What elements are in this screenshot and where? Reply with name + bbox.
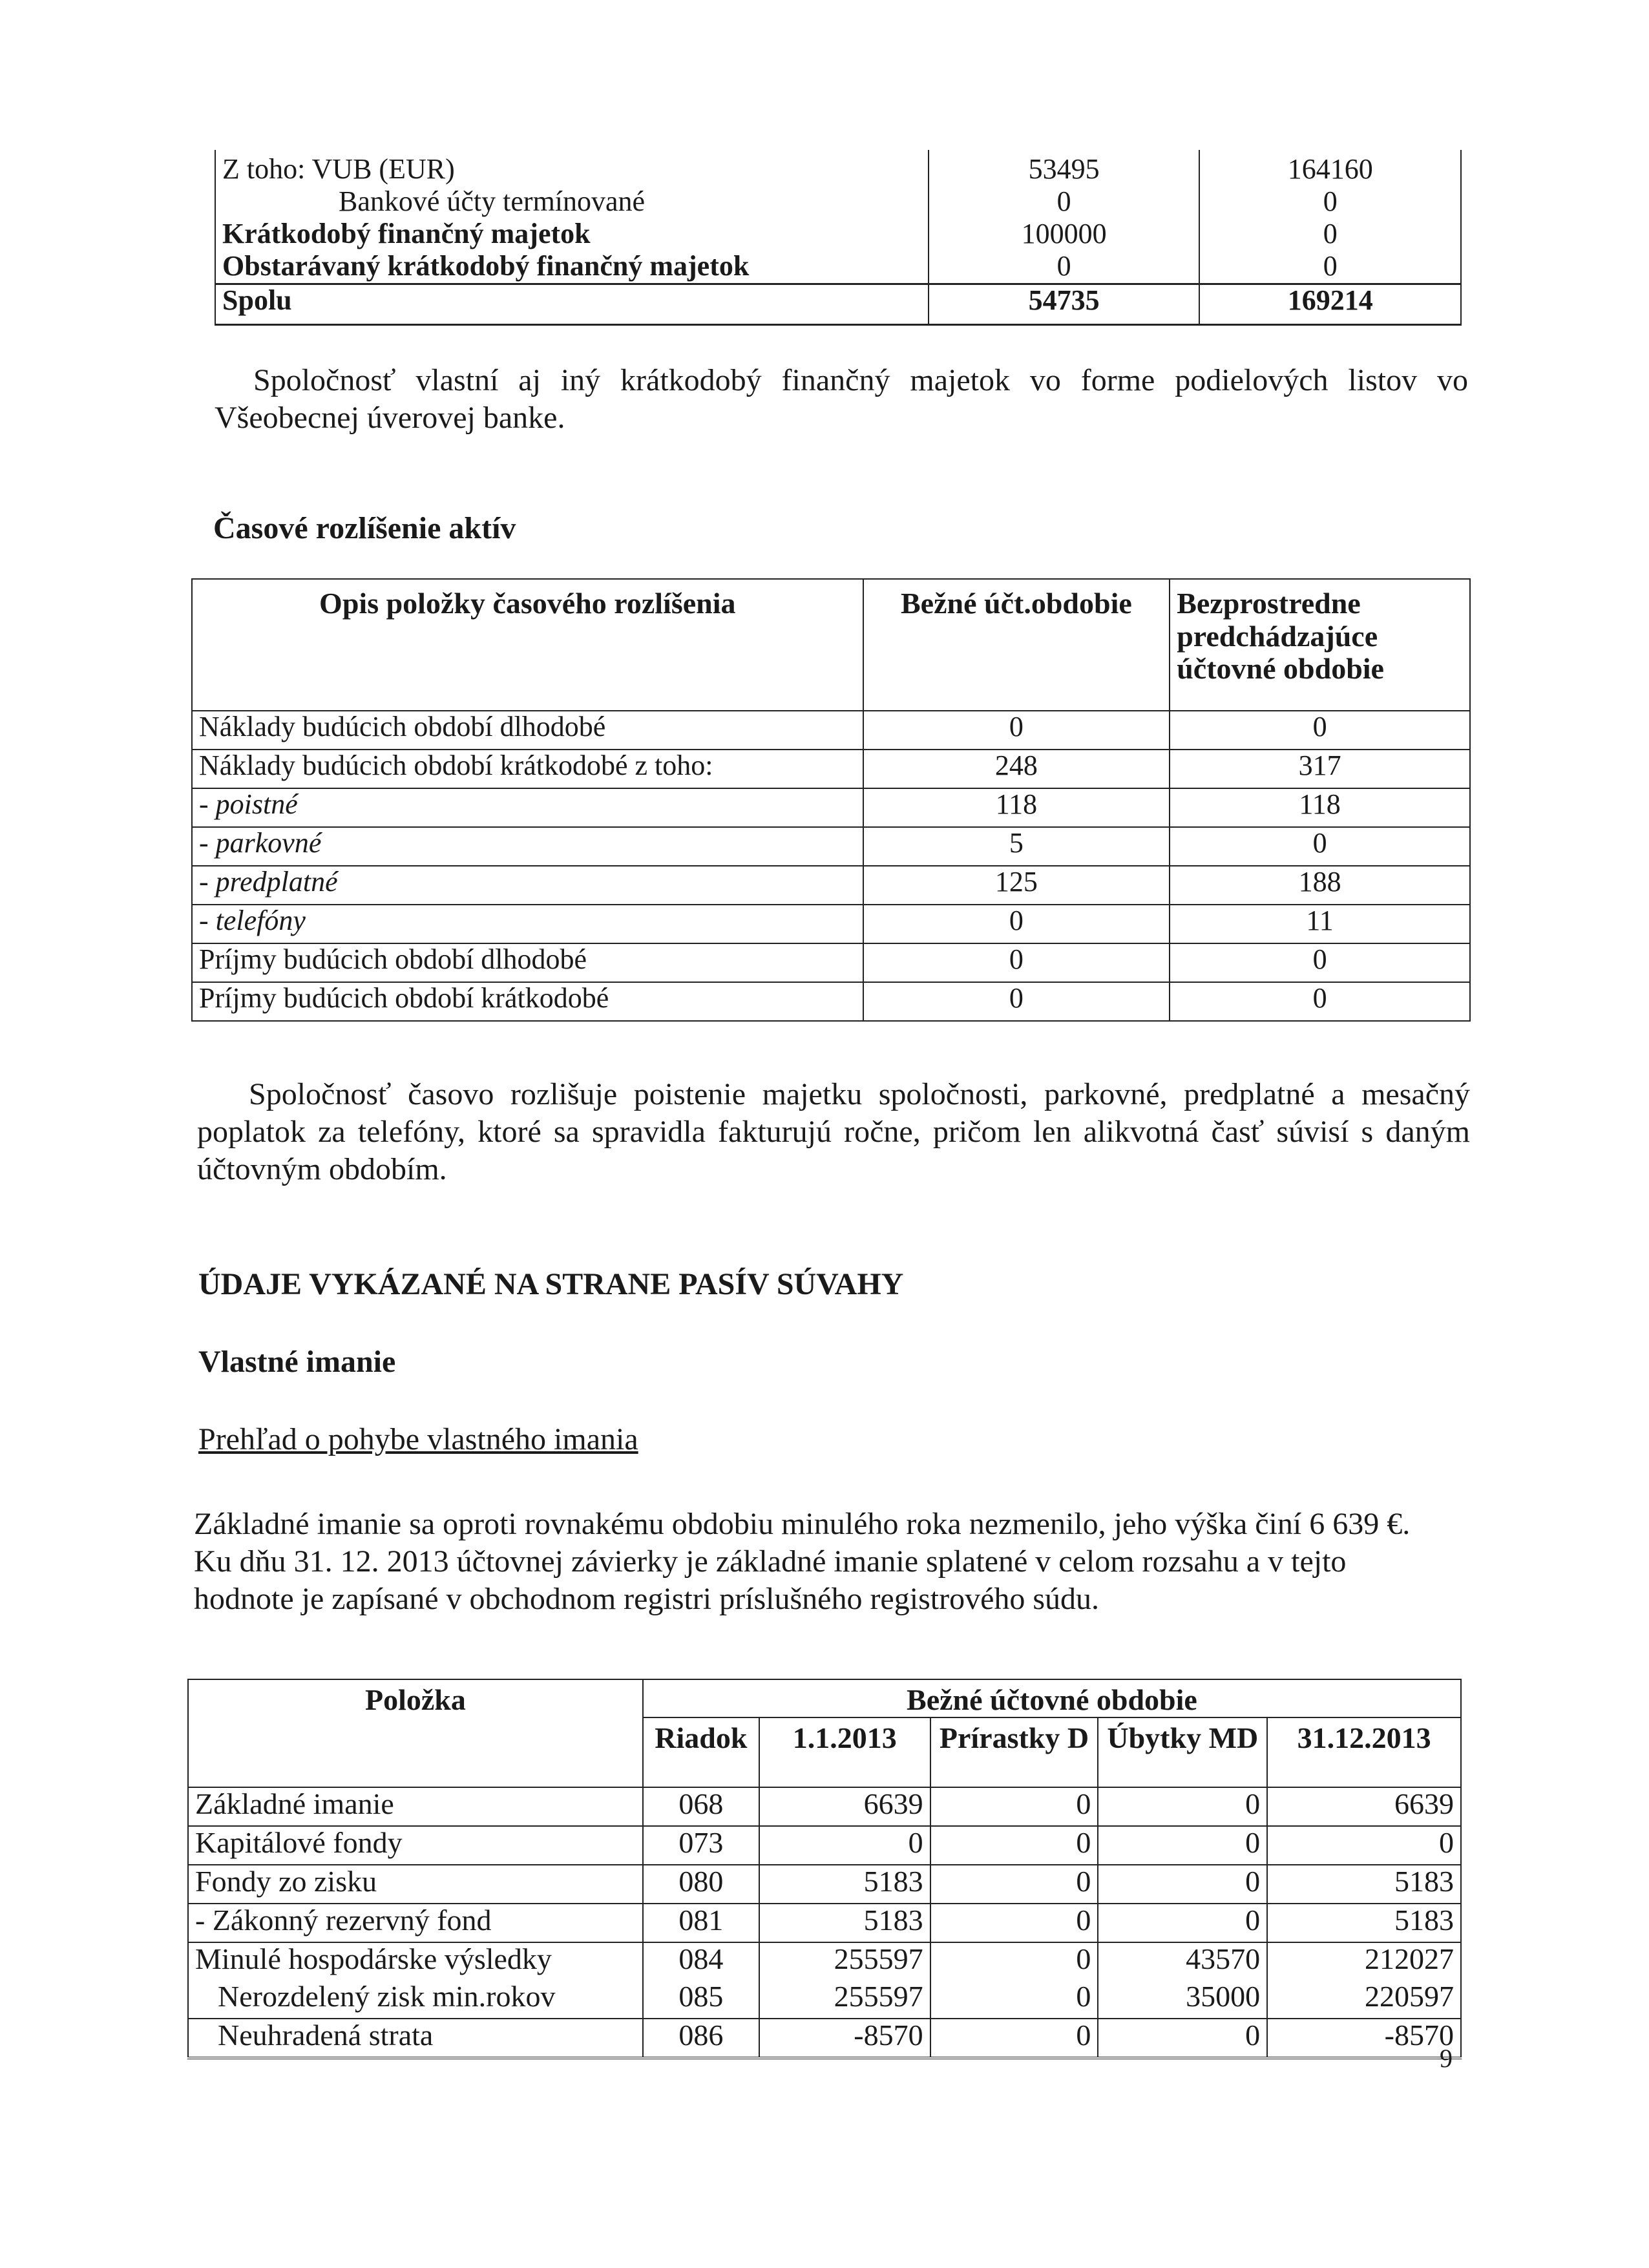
table-row xyxy=(192,827,1470,866)
current-value: 0 xyxy=(863,982,1170,1021)
current-value: 118 xyxy=(863,788,1170,827)
current-value: 0 xyxy=(929,251,1200,284)
increase-value: 0 xyxy=(930,1904,1098,1942)
row-label: - parkovné xyxy=(192,827,863,866)
end-value: 5183 xyxy=(1267,1904,1461,1942)
column-header-end: 31.12.2013 xyxy=(1267,1717,1461,1787)
column-header-decrease: Úbytky MD xyxy=(1098,1717,1267,1787)
row-label: Bankové účty termínované xyxy=(215,186,929,218)
table-row xyxy=(188,1904,1461,1942)
total-row xyxy=(215,284,1461,325)
decrease-value: 0 xyxy=(1098,1865,1267,1904)
row-number: 084 xyxy=(643,1942,759,1980)
row-label: Neuhradená strata xyxy=(188,2019,643,2058)
previous-value: 164160 xyxy=(1199,150,1461,186)
row-label: - predplatné xyxy=(192,866,863,905)
equity-movement-subheading: Prehľad o pohybe vlastného imania xyxy=(198,1422,638,1456)
row-label: Náklady budúcich období dlhodobé xyxy=(192,711,863,750)
column-header-period: Bežné účtovné obdobie xyxy=(643,1679,1461,1717)
table-row xyxy=(192,943,1470,982)
decrease-value: 0 xyxy=(1098,1826,1267,1865)
decrease-value: 0 xyxy=(1098,2019,1267,2058)
row-label: Nerozdelený zisk min.rokov xyxy=(188,1980,643,2019)
end-value: 212027 xyxy=(1267,1942,1461,1980)
table-row xyxy=(215,150,1461,186)
table-row xyxy=(188,1942,1461,1980)
header-row xyxy=(188,1679,1461,1717)
row-label: - telefóny xyxy=(192,905,863,943)
increase-value: 0 xyxy=(930,1980,1098,2019)
table-row xyxy=(188,1865,1461,1904)
decrease-value: 43570 xyxy=(1098,1942,1267,1980)
table-row xyxy=(188,2019,1461,2058)
row-label: - poistné xyxy=(192,788,863,827)
row-label: Náklady budúcich období krátkodobé z toho: xyxy=(192,750,863,788)
decrease-value: 0 xyxy=(1098,1904,1267,1942)
table-row xyxy=(192,866,1470,905)
decrease-value: 35000 xyxy=(1098,1980,1267,2019)
table-row xyxy=(215,251,1461,284)
row-label: Príjmy budúcich období krátkodobé xyxy=(192,982,863,1021)
equity-movement-table xyxy=(187,1679,1462,2059)
previous-value: 11 xyxy=(1170,905,1470,943)
current-value: 125 xyxy=(863,866,1170,905)
total-label: Spolu xyxy=(215,284,929,325)
row-number: 086 xyxy=(643,2019,759,2058)
column-header-previous: Bezprostredne predchádzajúce účtovné obdobie xyxy=(1170,579,1470,711)
end-value: 6639 xyxy=(1267,1787,1461,1826)
previous-value: 0 xyxy=(1199,186,1461,218)
column-header-description: Opis položky časového rozlíšenia xyxy=(192,579,863,711)
end-value: 220597 xyxy=(1267,1980,1461,2019)
share-capital-note: Základné imanie sa oproti rovnakému obdobiu minulého roka nezmenilo, jeho výška činí 6 639 €. Ku dňu 31. 12. 2013 účtovnej závierky je základné imanie splatené v celom rozsahu a v tejto hodnote je zapísané v obchodnom registri príslušného registrového súdu. xyxy=(194,1507,1411,1616)
previous-value: 0 xyxy=(1170,711,1470,750)
column-header-row-number: Riadok xyxy=(643,1717,759,1787)
page-number: 9 xyxy=(1440,2044,1453,2073)
row-label: Minulé hospodárske výsledky xyxy=(188,1942,643,1980)
current-value: 0 xyxy=(863,905,1170,943)
previous-value: 188 xyxy=(1170,866,1470,905)
start-value: 255597 xyxy=(759,1942,930,1980)
row-number: 080 xyxy=(643,1865,759,1904)
row-number: 085 xyxy=(643,1980,759,2019)
previous-value: 118 xyxy=(1170,788,1470,827)
increase-value: 0 xyxy=(930,1826,1098,1865)
table-row xyxy=(192,711,1470,750)
table-row xyxy=(192,750,1470,788)
total-current: 54735 xyxy=(929,284,1200,325)
table-row xyxy=(215,218,1461,251)
current-value: 0 xyxy=(929,186,1200,218)
end-value: 5183 xyxy=(1267,1865,1461,1904)
increase-value: 0 xyxy=(930,1787,1098,1826)
row-label: Kapitálové fondy xyxy=(188,1826,643,1865)
row-label: Fondy zo zisku xyxy=(188,1865,643,1904)
accruals-heading: Časové rozlíšenie aktív xyxy=(213,511,516,545)
current-value: 0 xyxy=(863,711,1170,750)
start-value: 6639 xyxy=(759,1787,930,1826)
table-row xyxy=(188,1826,1461,1865)
start-value: 0 xyxy=(759,1826,930,1865)
financial-assets-note: Spoločnosť vlastní aj iný krátkodobý finančný majetok vo forme podielových listov vo Všeobecnej úverovej banke. xyxy=(215,363,1468,435)
start-value: 255597 xyxy=(759,1980,930,2019)
row-number: 081 xyxy=(643,1904,759,1942)
equity-heading: Vlastné imanie xyxy=(198,1345,396,1379)
previous-value: 0 xyxy=(1170,827,1470,866)
column-header-item: Položka xyxy=(188,1679,643,1787)
increase-value: 0 xyxy=(930,2019,1098,2058)
table-row xyxy=(215,186,1461,218)
current-value: 248 xyxy=(863,750,1170,788)
increase-value: 0 xyxy=(930,1942,1098,1980)
current-value: 0 xyxy=(863,943,1170,982)
column-header-increase: Prírastky D xyxy=(930,1717,1098,1787)
end-value: 0 xyxy=(1267,1826,1461,1865)
table-row xyxy=(188,1787,1461,1826)
previous-value: 0 xyxy=(1170,943,1470,982)
accruals-table xyxy=(191,578,1471,1022)
liabilities-heading: ÚDAJE VYKÁZANÉ NA STRANE PASÍV SÚVAHY xyxy=(198,1267,904,1301)
previous-value: 0 xyxy=(1199,251,1461,284)
table-row xyxy=(192,905,1470,943)
previous-value: 0 xyxy=(1170,982,1470,1021)
row-label: - Zákonný rezervný fond xyxy=(188,1904,643,1942)
accruals-note: Spoločnosť časovo rozlišuje poistenie majetku spoločnosti, parkovné, predplatné a mesačný poplatok za telefóny, ktoré sa spravidla fakturujú ročne, pričom len alikvotná časť súvisí s daným účtovným obdobím. xyxy=(197,1077,1470,1186)
start-value: 5183 xyxy=(759,1865,930,1904)
increase-value: 0 xyxy=(930,1865,1098,1904)
previous-value: 0 xyxy=(1199,218,1461,251)
current-value: 5 xyxy=(863,827,1170,866)
row-number: 068 xyxy=(643,1787,759,1826)
current-value: 100000 xyxy=(929,218,1200,251)
previous-value: 317 xyxy=(1170,750,1470,788)
table-row xyxy=(188,1980,1461,2019)
row-label: Obstarávaný krátkodobý finančný majetok xyxy=(215,251,929,284)
column-header-current: Bežné účt.obdobie xyxy=(863,579,1170,711)
column-header-start: 1.1.2013 xyxy=(759,1717,930,1787)
financial-assets-table xyxy=(215,150,1462,326)
header-row xyxy=(192,579,1470,711)
row-label: Z toho: VUB (EUR) xyxy=(215,150,929,186)
row-label: Krátkodobý finančný majetok xyxy=(215,218,929,251)
total-previous: 169214 xyxy=(1199,284,1461,325)
current-value: 53495 xyxy=(929,150,1200,186)
table-row xyxy=(192,788,1470,827)
end-value: -8570 xyxy=(1267,2019,1461,2058)
row-label: Príjmy budúcich období dlhodobé xyxy=(192,943,863,982)
start-value: -8570 xyxy=(759,2019,930,2058)
row-label: Základné imanie xyxy=(188,1787,643,1826)
table-row xyxy=(192,982,1470,1021)
decrease-value: 0 xyxy=(1098,1787,1267,1826)
row-number: 073 xyxy=(643,1826,759,1865)
start-value: 5183 xyxy=(759,1904,930,1942)
